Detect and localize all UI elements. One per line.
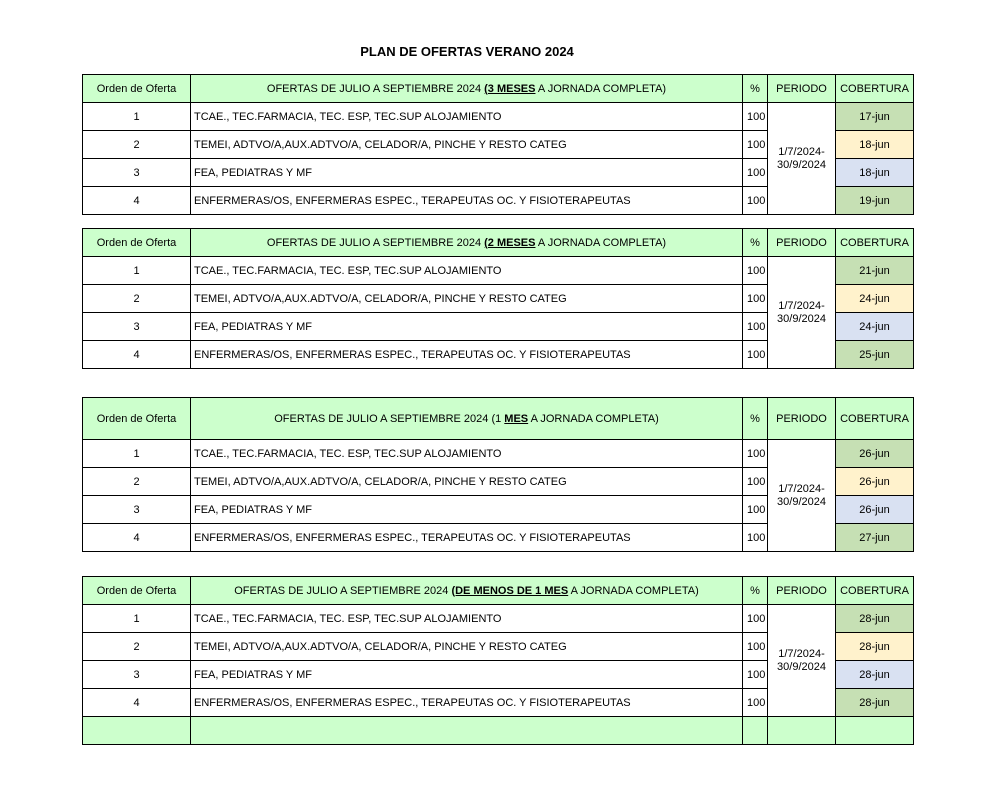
col-pct-header: % — [743, 398, 768, 440]
pct-cell: 100 — [743, 633, 768, 661]
pct-cell: 100 — [743, 159, 768, 187]
pct-cell: 100 — [743, 103, 768, 131]
orden-cell: 4 — [83, 341, 191, 369]
col-orden-header: Orden de Oferta — [83, 75, 191, 103]
period-cell — [768, 605, 836, 717]
offer-table-1-mes — [82, 397, 914, 552]
header-text-post: A JORNADA COMPLETA) — [528, 412, 659, 425]
orden-cell: 2 — [83, 131, 191, 159]
header-text-post: A JORNADA COMPLETA) — [535, 82, 667, 95]
header-text-bold: (DE MENOS DE 1 MES — [451, 584, 569, 597]
cobertura-cell: 28-jun — [836, 661, 914, 689]
offer-table-2-meses — [82, 228, 914, 369]
cobertura-cell: 27-jun — [836, 524, 914, 552]
table-row — [83, 440, 914, 468]
orden-cell: 4 — [83, 689, 191, 717]
empty-cell — [191, 717, 743, 745]
period-cell — [768, 440, 836, 552]
cobertura-cell: 25-jun — [836, 341, 914, 369]
header-text-pre: OFERTAS DE JULIO A SEPTIEMBRE 2024 (1 — [274, 412, 505, 425]
col-orden-header: Orden de Oferta — [83, 229, 191, 257]
category-cell: FEA, PEDIATRAS Y MF — [191, 313, 743, 341]
header-text-bold: MES — [504, 412, 529, 425]
table-header-row — [83, 398, 914, 440]
col-pct-header: % — [743, 75, 768, 103]
category-cell: ENFERMERAS/OS, ENFERMERAS ESPEC., TERAPEUTAS OC. Y FISIOTERAPEUTAS — [191, 689, 743, 717]
category-cell: ENFERMERAS/OS, ENFERMERAS ESPEC., TERAPEUTAS OC. Y FISIOTERAPEUTAS — [191, 187, 743, 215]
category-cell: FEA, PEDIATRAS Y MF — [191, 159, 743, 187]
orden-cell: 3 — [83, 159, 191, 187]
category-cell: FEA, PEDIATRAS Y MF — [191, 661, 743, 689]
period-text: 1/7/2024- 30/9/2024 — [777, 145, 826, 171]
col-ofertas-header — [191, 577, 743, 605]
empty-cell — [768, 717, 836, 745]
period-cell — [768, 103, 836, 215]
orden-cell: 1 — [83, 440, 191, 468]
orden-cell: 1 — [83, 103, 191, 131]
cobertura-cell: 28-jun — [836, 633, 914, 661]
pct-cell: 100 — [743, 440, 768, 468]
cobertura-cell: 17-jun — [836, 103, 914, 131]
category-cell: TCAE., TEC.FARMACIA, TEC. ESP, TEC.SUP ALOJAMIENTO — [191, 257, 743, 285]
empty-row — [83, 717, 914, 745]
table-row — [83, 103, 914, 131]
page-title: PLAN DE OFERTAS VERANO 2024 — [360, 44, 574, 59]
col-periodo-header: PERIODO — [768, 577, 836, 605]
cobertura-cell: 26-jun — [836, 440, 914, 468]
cobertura-cell: 24-jun — [836, 285, 914, 313]
category-cell: TEMEI, ADTVO/A,AUX.ADTVO/A, CELADOR/A, PINCHE Y RESTO CATEG — [191, 633, 743, 661]
pct-cell: 100 — [743, 689, 768, 717]
orden-cell: 3 — [83, 313, 191, 341]
table-row — [83, 257, 914, 285]
pct-cell: 100 — [743, 285, 768, 313]
period-text: 1/7/2024- 30/9/2024 — [777, 647, 826, 673]
pct-cell: 100 — [743, 605, 768, 633]
empty-cell — [836, 717, 914, 745]
header-text-post: A JORNADA COMPLETA) — [535, 236, 667, 249]
pct-cell: 100 — [743, 661, 768, 689]
col-cobertura-header: COBERTURA — [836, 398, 914, 440]
header-text-pre: OFERTAS DE JULIO A SEPTIEMBRE 2024 — [266, 236, 485, 249]
pct-cell: 100 — [743, 496, 768, 524]
category-cell: TEMEI, ADTVO/A,AUX.ADTVO/A, CELADOR/A, PINCHE Y RESTO CATEG — [191, 285, 743, 313]
pct-cell: 100 — [743, 341, 768, 369]
orden-cell: 4 — [83, 524, 191, 552]
cobertura-cell: 19-jun — [836, 187, 914, 215]
pct-cell: 100 — [743, 313, 768, 341]
col-periodo-header: PERIODO — [768, 75, 836, 103]
cobertura-cell: 28-jun — [836, 689, 914, 717]
orden-cell: 2 — [83, 285, 191, 313]
pct-cell: 100 — [743, 524, 768, 552]
table-header-row — [83, 229, 914, 257]
cobertura-cell: 28-jun — [836, 605, 914, 633]
col-periodo-header: PERIODO — [768, 229, 836, 257]
category-cell: TEMEI, ADTVO/A,AUX.ADTVO/A, CELADOR/A, PINCHE Y RESTO CATEG — [191, 468, 743, 496]
orden-cell: 3 — [83, 496, 191, 524]
category-cell: TCAE., TEC.FARMACIA, TEC. ESP, TEC.SUP ALOJAMIENTO — [191, 440, 743, 468]
category-cell: ENFERMERAS/OS, ENFERMERAS ESPEC., TERAPEUTAS OC. Y FISIOTERAPEUTAS — [191, 524, 743, 552]
category-cell: FEA, PEDIATRAS Y MF — [191, 496, 743, 524]
empty-cell — [83, 717, 191, 745]
category-cell: ENFERMERAS/OS, ENFERMERAS ESPEC., TERAPEUTAS OC. Y FISIOTERAPEUTAS — [191, 341, 743, 369]
cobertura-cell: 26-jun — [836, 468, 914, 496]
header-text-post: A JORNADA COMPLETA) — [568, 584, 699, 597]
period-text: 1/7/2024- 30/9/2024 — [777, 482, 826, 508]
offer-table-3-meses — [82, 74, 914, 215]
col-periodo-header: PERIODO — [768, 398, 836, 440]
header-text-bold: (3 MESES — [484, 82, 536, 95]
orden-cell: 3 — [83, 661, 191, 689]
col-orden-header: Orden de Oferta — [83, 577, 191, 605]
empty-cell — [743, 717, 768, 745]
header-text-pre: OFERTAS DE JULIO A SEPTIEMBRE 2024 — [234, 584, 452, 597]
orden-cell: 2 — [83, 633, 191, 661]
cobertura-cell: 18-jun — [836, 131, 914, 159]
table-header-row — [83, 75, 914, 103]
cobertura-cell: 24-jun — [836, 313, 914, 341]
cobertura-cell: 18-jun — [836, 159, 914, 187]
col-ofertas-header — [191, 398, 743, 440]
col-ofertas-header — [191, 75, 743, 103]
pct-cell: 100 — [743, 257, 768, 285]
offer-table-menos-1-mes — [82, 576, 914, 745]
col-ofertas-header — [191, 229, 743, 257]
col-cobertura-header: COBERTURA — [836, 577, 914, 605]
pct-cell: 100 — [743, 187, 768, 215]
col-pct-header: % — [743, 229, 768, 257]
col-cobertura-header: COBERTURA — [836, 229, 914, 257]
table-header-row — [83, 577, 914, 605]
table-row — [83, 605, 914, 633]
orden-cell: 1 — [83, 257, 191, 285]
period-text: 1/7/2024- 30/9/2024 — [777, 299, 826, 325]
orden-cell: 1 — [83, 605, 191, 633]
orden-cell: 2 — [83, 468, 191, 496]
col-orden-header: Orden de Oferta — [83, 398, 191, 440]
cobertura-cell: 26-jun — [836, 496, 914, 524]
cobertura-cell: 21-jun — [836, 257, 914, 285]
category-cell: TEMEI, ADTVO/A,AUX.ADTVO/A, CELADOR/A, PINCHE Y RESTO CATEG — [191, 131, 743, 159]
pct-cell: 100 — [743, 131, 768, 159]
col-pct-header: % — [743, 577, 768, 605]
period-cell — [768, 257, 836, 369]
orden-cell: 4 — [83, 187, 191, 215]
header-text-bold: (2 MESES — [484, 236, 536, 249]
header-text-pre: OFERTAS DE JULIO A SEPTIEMBRE 2024 — [266, 82, 485, 95]
col-cobertura-header: COBERTURA — [836, 75, 914, 103]
pct-cell: 100 — [743, 468, 768, 496]
category-cell: TCAE., TEC.FARMACIA, TEC. ESP, TEC.SUP ALOJAMIENTO — [191, 605, 743, 633]
category-cell: TCAE., TEC.FARMACIA, TEC. ESP, TEC.SUP ALOJAMIENTO — [191, 103, 743, 131]
